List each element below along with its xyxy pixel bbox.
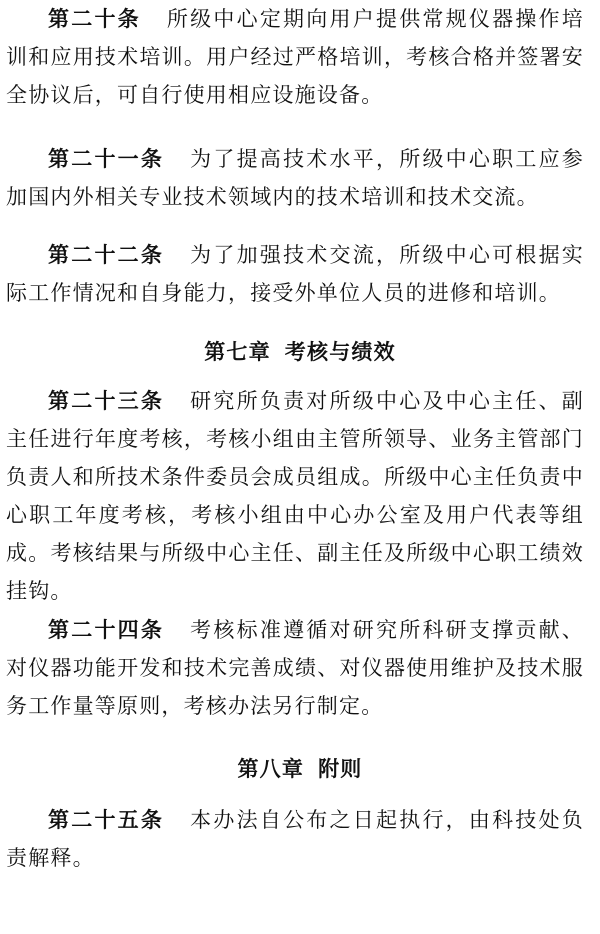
article-text: 为了加强技术交流，所级中心可根据实际工作情况和自身能力，接受外单位人员的进修和培训。 bbox=[6, 243, 585, 305]
chapter-title: 考核与绩效 bbox=[284, 339, 396, 364]
article-label: 第二十条 bbox=[48, 6, 141, 31]
article-21 bbox=[6, 140, 584, 216]
chapter-heading-8 bbox=[0, 750, 600, 788]
article-text: 考核标准遵循对研究所科研支撑贡献、对仪器功能开发和技术完善成绩、对仪器使用维护及技术服务工作量等原则，考核办法另行制定。 bbox=[6, 618, 585, 718]
article-24 bbox=[6, 611, 584, 725]
article-label: 第二十四条 bbox=[48, 617, 165, 642]
article-label: 第二十二条 bbox=[48, 242, 165, 267]
article-text: 为了提高技术水平，所级中心职工应参加国内外相关专业技术领域内的技术培训和技术交流。 bbox=[6, 147, 585, 209]
article-text: 研究所负责对所级中心及中心主任、副主任进行年度考核，考核小组由主管所领导、业务主管部门负责人和所技术条件委员会成员组成。所级中心主任负责中心职工年度考核，考核小组由中心办公室及用户代表等组成。考核结果与所级中心主任、副主任及所级中心职工绩效挂钩。 bbox=[6, 389, 585, 603]
article-20 bbox=[6, 0, 584, 114]
article-22 bbox=[6, 236, 584, 312]
chapter-title: 附则 bbox=[318, 756, 363, 781]
article-text: 本办法自公布之日起执行，由科技处负责解释。 bbox=[6, 808, 585, 870]
chapter-number: 第八章 bbox=[237, 756, 305, 781]
chapter-heading-7 bbox=[0, 333, 600, 371]
article-label: 第二十三条 bbox=[48, 388, 165, 413]
article-25 bbox=[6, 801, 584, 877]
article-23 bbox=[6, 382, 584, 610]
article-label: 第二十五条 bbox=[48, 807, 165, 832]
article-text: 所级中心定期向用户提供常规仪器操作培训和应用技术培训。用户经过严格培训，考核合格并签署安全协议后，可自行使用相应设施设备。 bbox=[6, 7, 584, 107]
article-label: 第二十一条 bbox=[48, 146, 165, 171]
chapter-number: 第七章 bbox=[204, 339, 271, 364]
